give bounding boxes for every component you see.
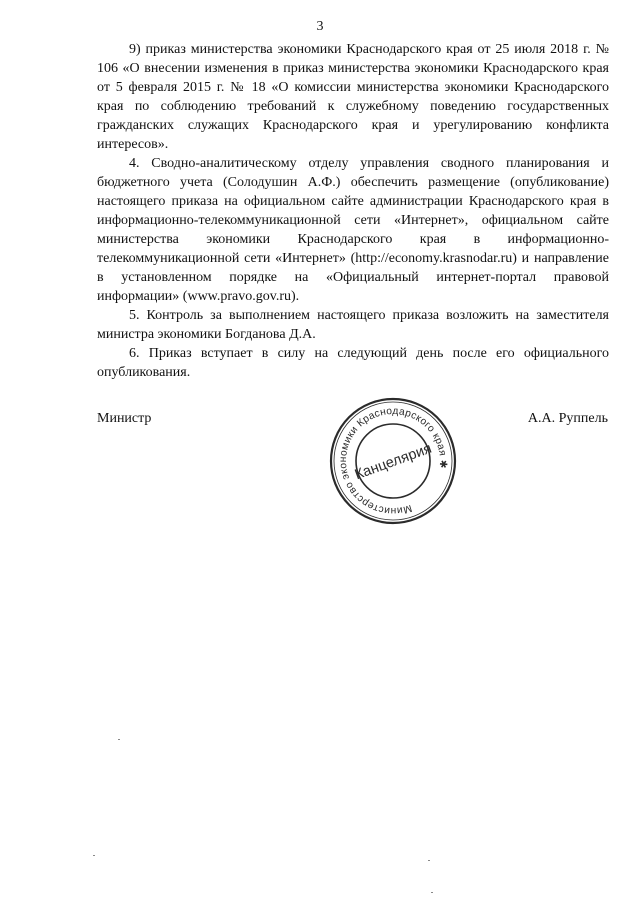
scan-speck bbox=[428, 860, 430, 861]
stamp-ring-text: Министерство экономики Краснодарского края ✱ bbox=[337, 405, 449, 517]
document-body bbox=[97, 40, 609, 382]
signatory-name: А.А. Руппель bbox=[527, 411, 608, 426]
stamp-seal-graphic bbox=[328, 396, 458, 526]
paragraph-clause-5: 5. Контроль за выполнением настоящего приказа возложить на заместителя министра экономики Богданова Д.А. bbox=[97, 308, 609, 342]
scan-speck bbox=[93, 855, 95, 856]
paragraph-clause-4: 4. Сводно-аналитическому отделу управления сводного планирования и бюджетного учета (Солодушин А.Ф.) обеспечить размещение (опубликование) настоящего приказа на официальном сайте администрации Краснодарского края в информационно-телекоммуникационной сети «Интернет», официальном сайте министерства экономики Краснодарского края в информационно-телекоммуникационной сети «Интернет» (http://economy.krasnodar.ru) и направление в установленном порядке на «Официальный интернет-портал правовой информации» (www.pravo.gov.ru). bbox=[97, 156, 609, 304]
office-stamp bbox=[328, 396, 458, 526]
paragraph-clause-6: 6. Приказ вступает в силу на следующий день после его официального опубликования. bbox=[97, 346, 609, 380]
paragraph-item-9: 9) приказ министерства экономики Краснодарского края от 25 июля 2018 г. № 106 «О внесении изменения в приказ министерства экономики Краснодарского края от 5 февраля 2015 г. № 18 «О комиссии министерства экономики Краснодарского края по соблюдению требований к служебному поведению государственных гражданских служащих Краснодарского края и урегулированию конфликта интересов». bbox=[97, 42, 609, 152]
scan-speck bbox=[431, 892, 433, 893]
scan-speck bbox=[118, 739, 120, 740]
signatory-title: Министр bbox=[97, 411, 152, 426]
stamp-center-text: Канцелярия bbox=[352, 440, 434, 484]
page-number: 3 bbox=[316, 19, 324, 34]
